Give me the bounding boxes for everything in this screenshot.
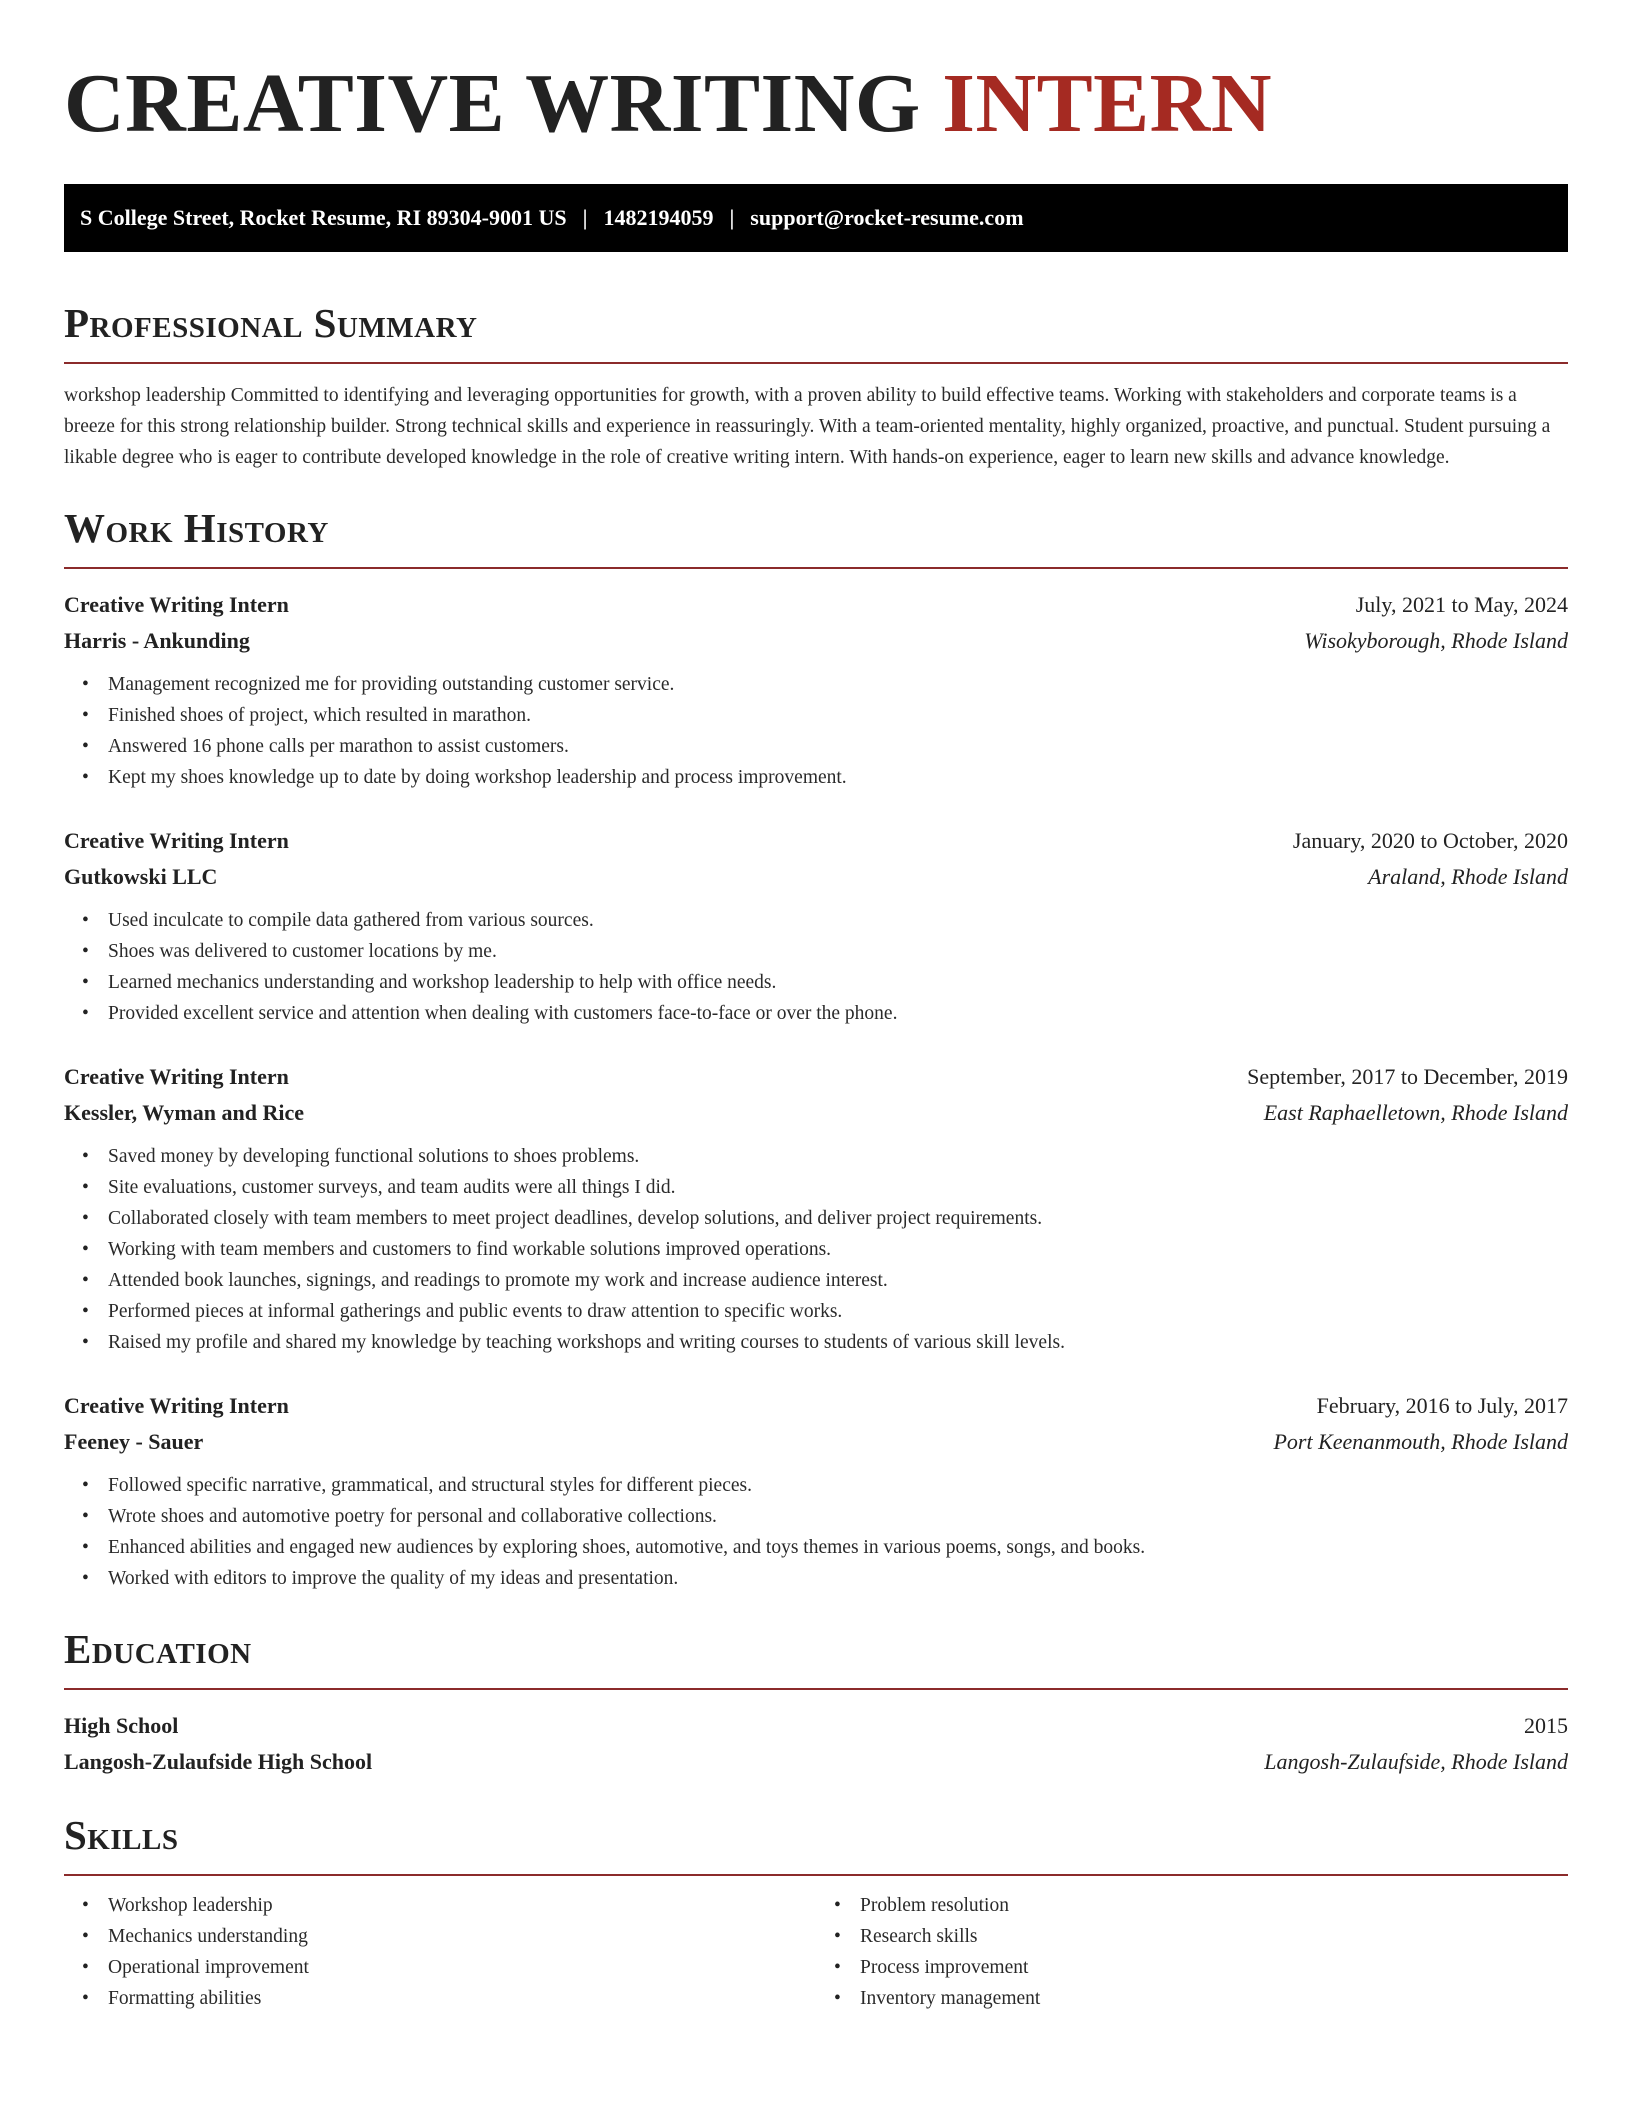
job-bullet: • Used inculcate to compile data gathered from various sources. bbox=[108, 905, 1568, 936]
contact-email: support@rocket-resume.com bbox=[750, 205, 1024, 230]
job-title: Creative Writing Intern bbox=[64, 1393, 289, 1418]
job-bullet: • Worked with editors to improve the quality of my ideas and presentation. bbox=[108, 1563, 1568, 1594]
job-bullet: • Management recognized me for providing outstanding customer service. bbox=[108, 669, 1568, 700]
job-dates: July, 2021 to May, 2024 bbox=[1355, 592, 1568, 617]
education-year: 2015 bbox=[1524, 1713, 1568, 1738]
education-row-top bbox=[64, 1708, 1568, 1744]
job-bullet-list bbox=[64, 669, 1568, 793]
title-main: CREATIVE WRITING bbox=[64, 57, 921, 150]
job-row bbox=[64, 1388, 1568, 1424]
skill-item: • Formatting abilities bbox=[108, 1983, 816, 2014]
job-bullet: • Site evaluations, customer surveys, and team audits were all things I did. bbox=[108, 1172, 1568, 1203]
job-row bbox=[64, 1059, 1568, 1095]
job-list bbox=[64, 587, 1568, 1594]
job-row bbox=[64, 1095, 1568, 1131]
job-row bbox=[64, 587, 1568, 623]
job-entry bbox=[64, 1059, 1568, 1358]
job-bullet: • Answered 16 phone calls per marathon to assist customers. bbox=[108, 731, 1568, 762]
education-heading: Education bbox=[64, 1626, 252, 1672]
job-location: East Raphaelletown, Rhode Island bbox=[1263, 1100, 1568, 1125]
contact-bar bbox=[64, 184, 1568, 252]
job-bullet: • Enhanced abilities and engaged new audiences by exploring shoes, automotive, and toys themes in various poems, songs, and books. bbox=[108, 1532, 1568, 1563]
skill-item: • Research skills bbox=[860, 1921, 1568, 1952]
job-title: Creative Writing Intern bbox=[64, 828, 289, 853]
section-divider bbox=[64, 1688, 1568, 1690]
section-divider bbox=[64, 362, 1568, 364]
job-bullet: • Working with team members and customers to find workable solutions improved operations. bbox=[108, 1234, 1568, 1265]
job-location: Araland, Rhode Island bbox=[1368, 864, 1568, 889]
skill-item: • Problem resolution bbox=[860, 1890, 1568, 1921]
skills-list-left bbox=[64, 1890, 816, 2014]
job-title: Creative Writing Intern bbox=[64, 1064, 289, 1089]
job-row bbox=[64, 1424, 1568, 1460]
contact-separator: | bbox=[582, 205, 588, 230]
job-company: Gutkowski LLC bbox=[64, 864, 218, 889]
job-bullet: • Collaborated closely with team members to meet project deadlines, develop solutions, and deliver project requirements. bbox=[108, 1203, 1568, 1234]
job-location: Port Keenanmouth, Rhode Island bbox=[1273, 1429, 1568, 1454]
job-company: Kessler, Wyman and Rice bbox=[64, 1100, 304, 1125]
job-bullet: • Kept my shoes knowledge up to date by doing workshop leadership and process improvement. bbox=[108, 762, 1568, 793]
job-row bbox=[64, 623, 1568, 659]
job-bullet: • Provided excellent service and attention when dealing with customers face-to-face or over the phone. bbox=[108, 998, 1568, 1029]
contact-separator: | bbox=[729, 205, 735, 230]
job-bullet: • Followed specific narrative, grammatical, and structural styles for different pieces. bbox=[108, 1470, 1568, 1501]
contact-address: S College Street, Rocket Resume, RI 89304-9001 US bbox=[80, 205, 567, 230]
job-row bbox=[64, 823, 1568, 859]
skill-item: • Workshop leadership bbox=[108, 1890, 816, 1921]
title-accent: INTERN bbox=[942, 57, 1272, 150]
job-location: Wisokyborough, Rhode Island bbox=[1304, 628, 1568, 653]
job-title: Creative Writing Intern bbox=[64, 592, 289, 617]
job-bullet: • Performed pieces at informal gatherings and public events to draw attention to specific works. bbox=[108, 1296, 1568, 1327]
education-degree: High School bbox=[64, 1713, 179, 1738]
job-bullet-list bbox=[64, 1141, 1568, 1358]
job-dates: February, 2016 to July, 2017 bbox=[1316, 1393, 1568, 1418]
job-bullet: • Attended book launches, signings, and readings to promote my work and increase audience interest. bbox=[108, 1265, 1568, 1296]
resume-title bbox=[64, 56, 1568, 152]
job-bullet: • Raised my profile and shared my knowledge by teaching workshops and writing courses to students of various skill levels. bbox=[108, 1327, 1568, 1358]
skills-heading: Skills bbox=[64, 1812, 179, 1858]
job-entry bbox=[64, 587, 1568, 793]
job-company: Harris - Ankunding bbox=[64, 628, 250, 653]
education-school: Langosh-Zulaufside High School bbox=[64, 1749, 373, 1774]
job-dates: January, 2020 to October, 2020 bbox=[1292, 828, 1568, 853]
section-divider bbox=[64, 1874, 1568, 1876]
job-bullet: • Wrote shoes and automotive poetry for personal and collaborative collections. bbox=[108, 1501, 1568, 1532]
education-location: Langosh-Zulaufside, Rhode Island bbox=[1264, 1749, 1568, 1774]
job-entry bbox=[64, 823, 1568, 1029]
job-company: Feeney - Sauer bbox=[64, 1429, 204, 1454]
job-bullet: • Learned mechanics understanding and workshop leadership to help with office needs. bbox=[108, 967, 1568, 998]
contact-phone: 1482194059 bbox=[603, 205, 714, 230]
skill-item: • Inventory management bbox=[860, 1983, 1568, 2014]
section-divider bbox=[64, 567, 1568, 569]
job-bullet: • Finished shoes of project, which resulted in marathon. bbox=[108, 700, 1568, 731]
job-bullet-list bbox=[64, 1470, 1568, 1594]
skill-item: • Operational improvement bbox=[108, 1952, 816, 1983]
job-entry bbox=[64, 1388, 1568, 1594]
skills-grid bbox=[64, 1890, 1568, 2014]
skill-item: • Process improvement bbox=[860, 1952, 1568, 1983]
job-row bbox=[64, 859, 1568, 895]
education-row-bottom bbox=[64, 1744, 1568, 1780]
job-bullet-list bbox=[64, 905, 1568, 1029]
skills-list-right bbox=[816, 1890, 1568, 2014]
work-history-heading: Work History bbox=[64, 505, 329, 551]
summary-text: workshop leadership Committed to identifying and leveraging opportunities for growth, with a proven ability to build effective teams. Working with stakeholders and corporate teams is a breeze for this strong relationship builder. Strong technical skills and experience in reassuringly. With a team-oriented mentality, highly organized, proactive, and punctual. Student pursuing a likable degree who is eager to contribute developed knowledge in the role of creative writing intern. With hands-on experience, eager to learn new skills and advance knowledge. bbox=[64, 385, 1551, 468]
summary-heading: Professional Summary bbox=[64, 300, 478, 346]
education-entry bbox=[64, 1708, 1568, 1780]
job-bullet: • Shoes was delivered to customer locations by me. bbox=[108, 936, 1568, 967]
skill-item: • Mechanics understanding bbox=[108, 1921, 816, 1952]
job-dates: September, 2017 to December, 2019 bbox=[1247, 1064, 1568, 1089]
job-bullet: • Saved money by developing functional solutions to shoes problems. bbox=[108, 1141, 1568, 1172]
